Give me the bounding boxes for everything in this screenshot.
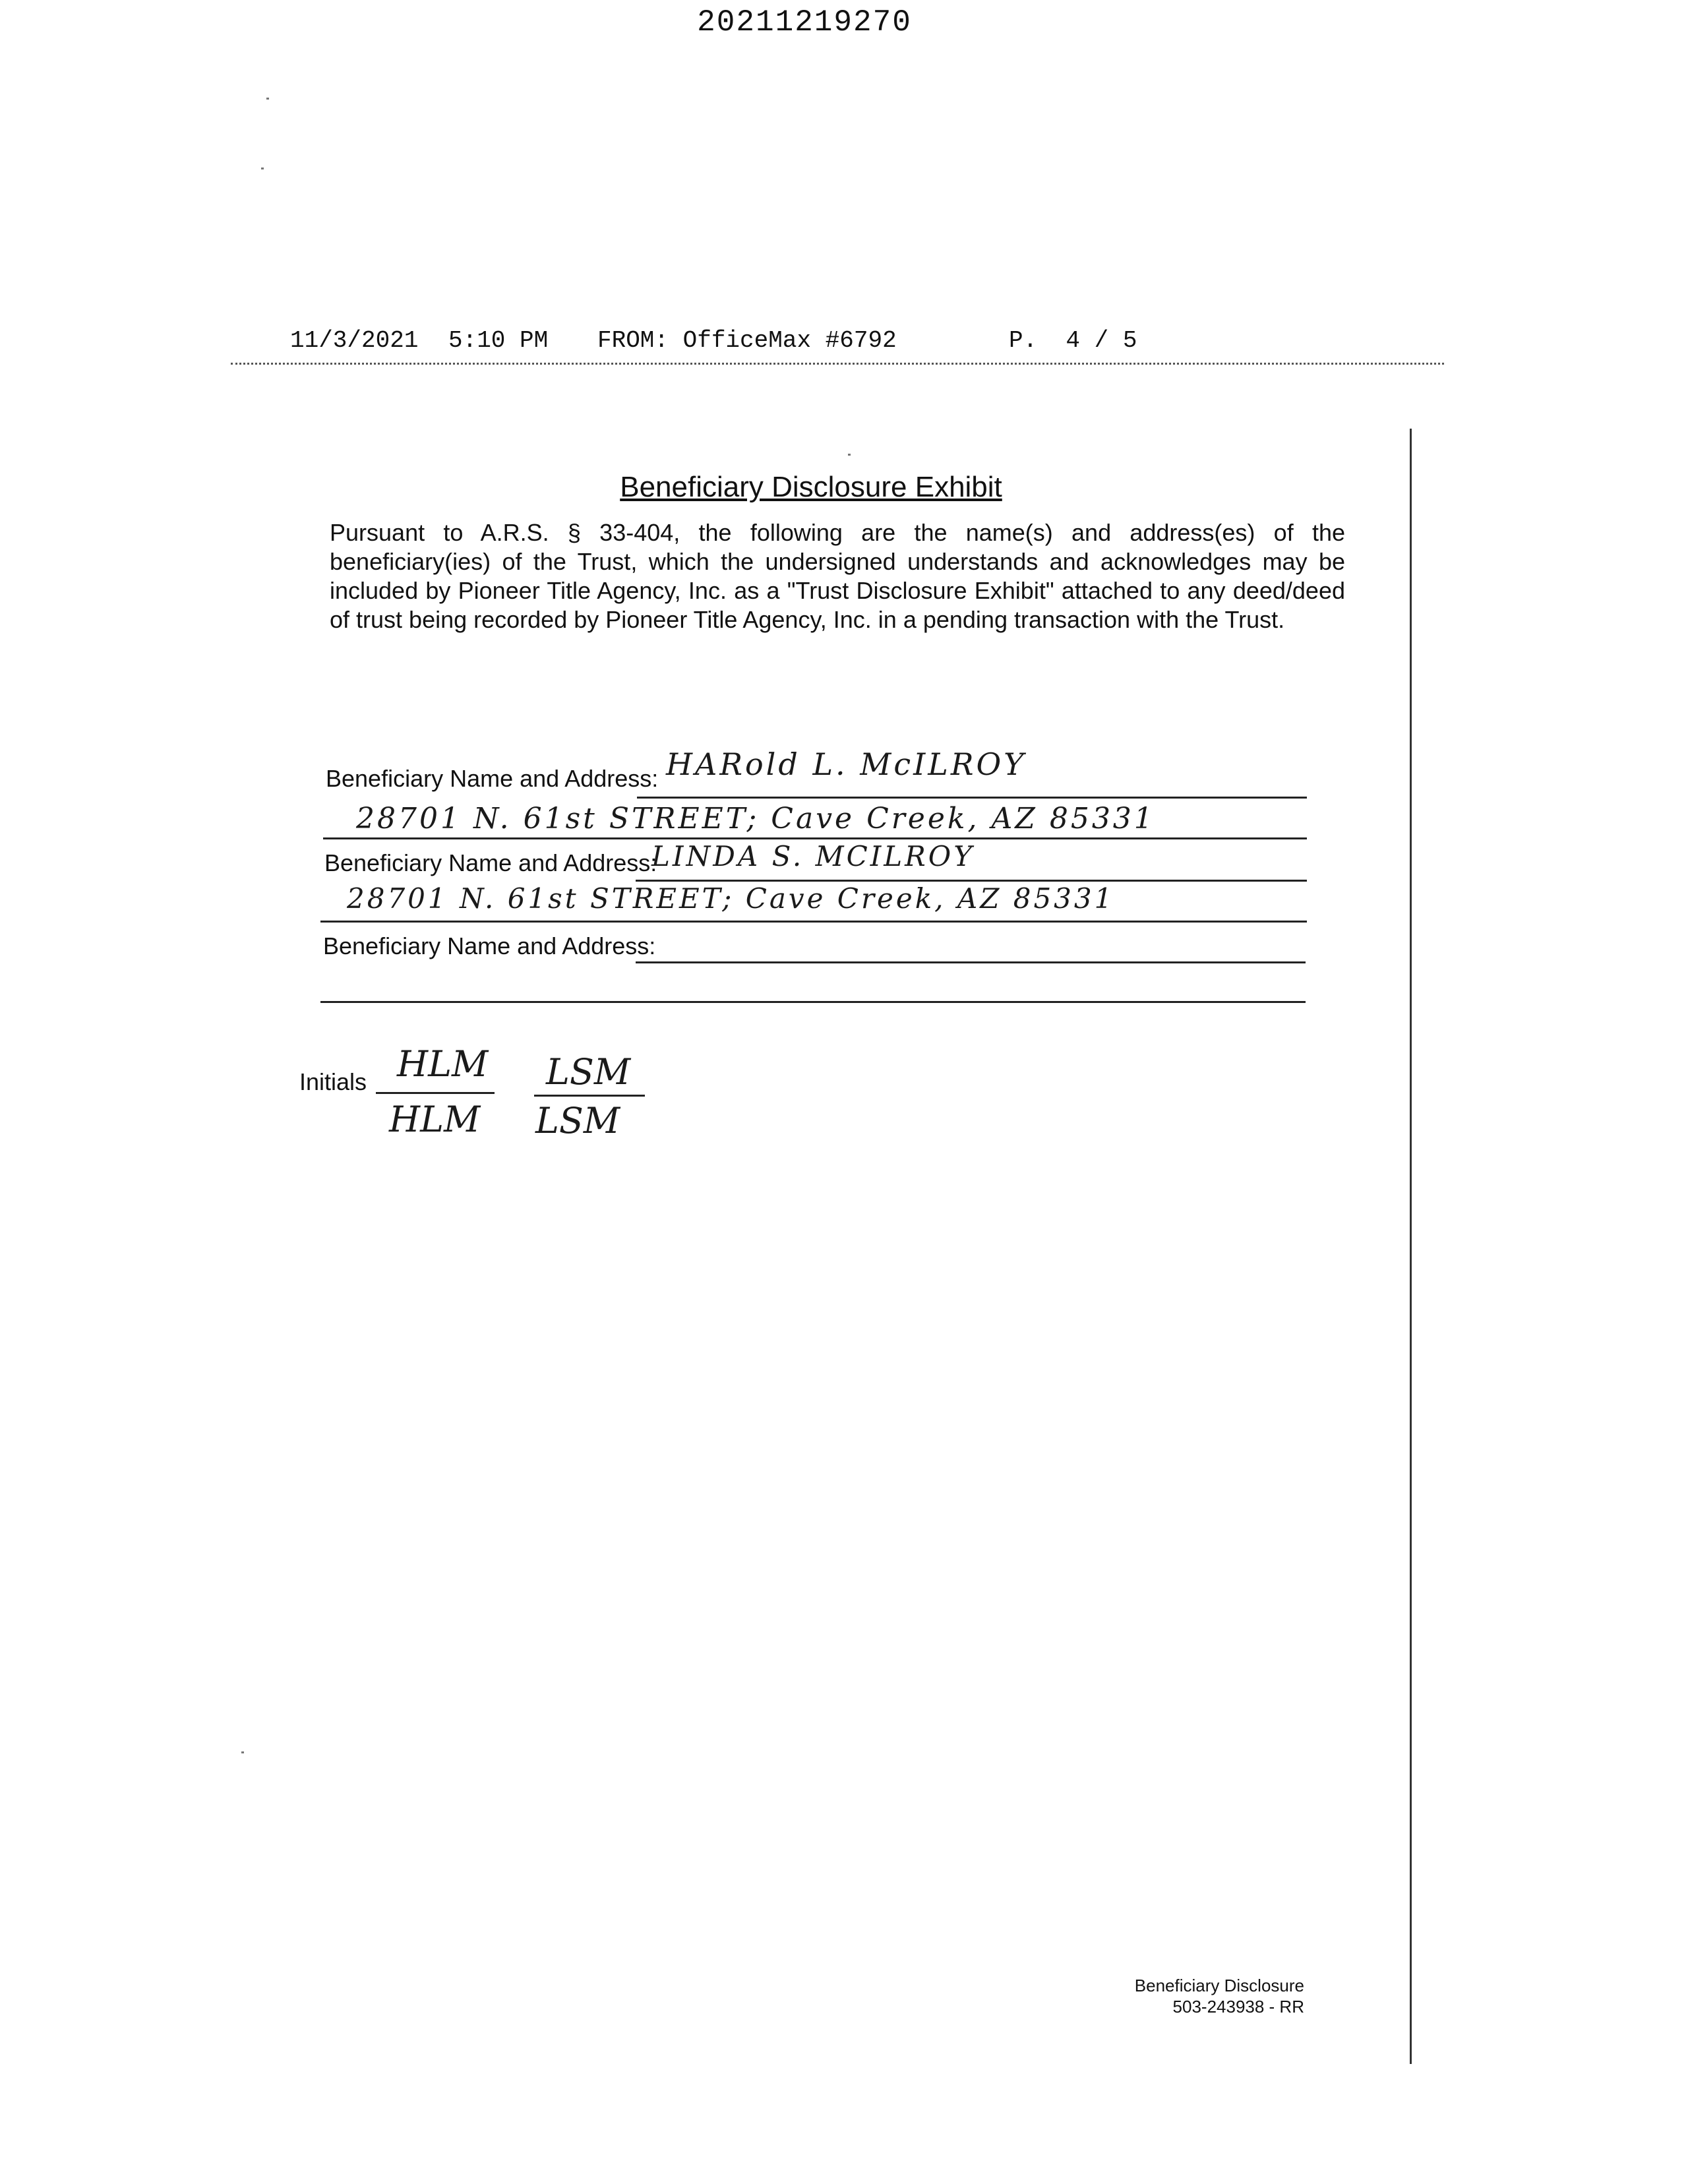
fax-date: 11/3/2021 bbox=[290, 327, 419, 354]
scan-speck bbox=[266, 98, 269, 100]
initials-mark-1: HLM bbox=[397, 1043, 489, 1085]
beneficiary-2-address: 28701 N. 61st STREET; Cave Creek, AZ 85331 bbox=[347, 882, 1115, 915]
beneficiary-1-address: 28701 N. 61st STREET; Cave Creek, AZ 85331 bbox=[356, 802, 1155, 835]
document-number: 20211219270 bbox=[697, 5, 912, 40]
beneficiary-1-label: Beneficiary Name and Address: bbox=[326, 765, 659, 792]
beneficiary-3-name-line bbox=[636, 961, 1306, 963]
initials-mark-4: LSM bbox=[535, 1100, 620, 1141]
beneficiary-2-address-line bbox=[320, 921, 1307, 923]
page-title: Beneficiary Disclosure Exhibit bbox=[620, 471, 1002, 503]
footer-form-name: Beneficiary Disclosure bbox=[1134, 1976, 1304, 1995]
scan-speck bbox=[848, 454, 851, 456]
scan-speck bbox=[241, 1751, 244, 1753]
beneficiary-3-address-line bbox=[320, 1001, 1306, 1003]
beneficiary-3-label: Beneficiary Name and Address: bbox=[323, 932, 656, 959]
fax-time: 5:10 PM bbox=[448, 327, 549, 354]
initials-mark-3: HLM bbox=[389, 1099, 481, 1140]
disclosure-paragraph: Pursuant to A.R.S. § 33-404, the following are the name(s) and address(es) of the beneficiary(ies) of the Trust, which the undersigned understands and acknowledges may be included by Pioneer Title Agency, Inc. as a "Trust Disclosure Exhibit" attached to any deed/deed of trust being recorded by Pioneer Title Agency, Inc. in a pending transaction with the Trust. bbox=[330, 519, 1345, 633]
fax-page: P. 4 / 5 bbox=[1009, 327, 1137, 354]
beneficiary-1-name-line bbox=[637, 797, 1307, 799]
fax-from: FROM: OfficeMax #6792 bbox=[597, 327, 897, 354]
beneficiary-1-address-line bbox=[323, 837, 1307, 839]
beneficiary-2-name: LINDA S. MCILROY bbox=[651, 840, 975, 872]
initials-line-1 bbox=[376, 1092, 495, 1094]
beneficiary-1-name: HARold L. McILROY bbox=[666, 746, 1027, 782]
footer-form-number: 503-243938 - RR bbox=[1172, 1997, 1304, 2017]
initials-line-2 bbox=[534, 1095, 645, 1097]
fax-header-rule bbox=[231, 363, 1444, 365]
beneficiary-2-label: Beneficiary Name and Address: bbox=[324, 849, 657, 876]
initials-mark-2: LSM bbox=[546, 1051, 631, 1093]
initials-label: Initials bbox=[299, 1068, 367, 1095]
beneficiary-2-name-line bbox=[636, 880, 1307, 882]
scan-speck bbox=[261, 167, 264, 169]
page-edge-line bbox=[1410, 429, 1412, 2064]
